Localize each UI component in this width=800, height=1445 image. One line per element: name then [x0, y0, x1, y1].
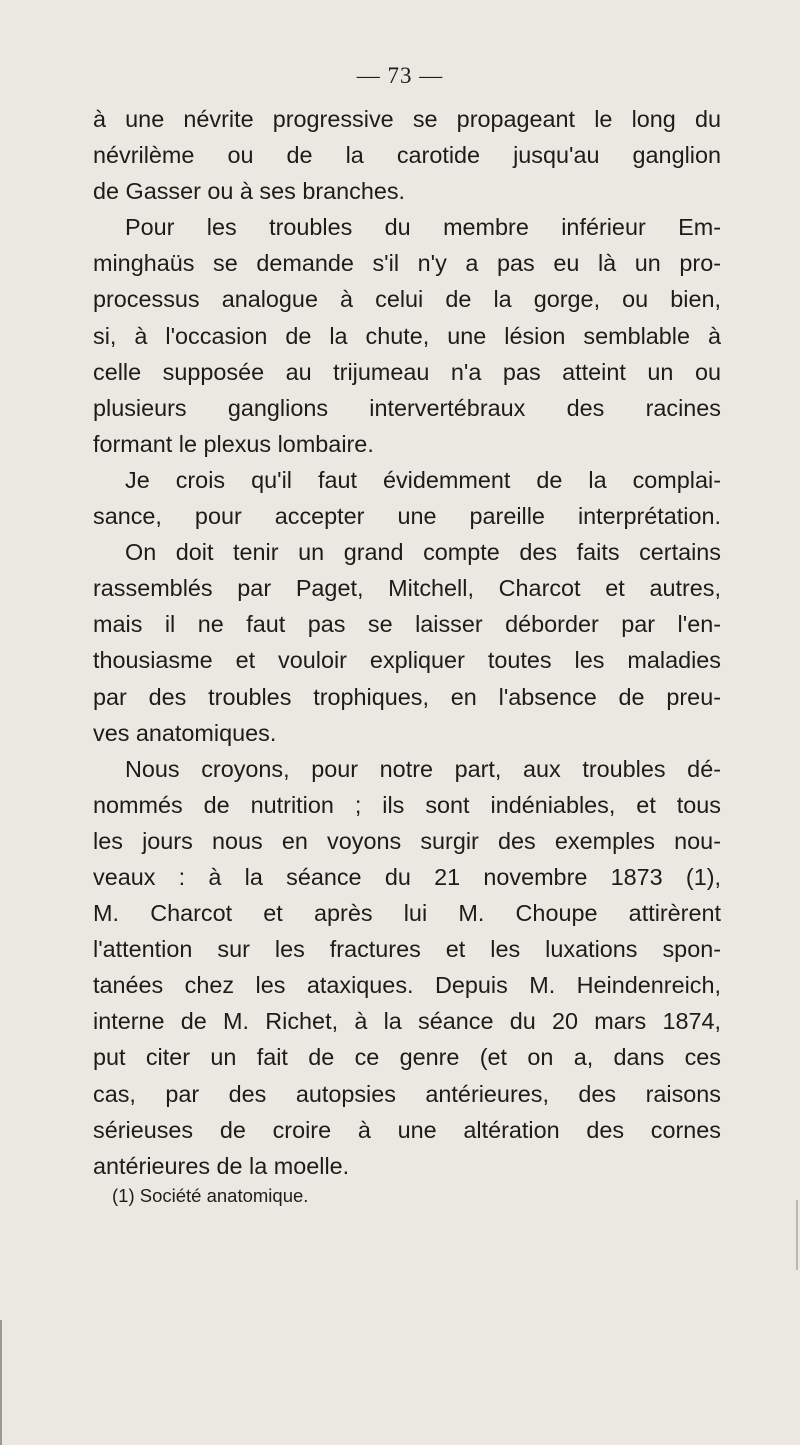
- text-line: sérieuses de croire à une altération des cornes: [93, 1116, 721, 1143]
- scan-edge-mark: [0, 1320, 2, 1445]
- text-line: minghaüs se demande s'il n'y a pas eu là un pro-: [93, 250, 721, 277]
- text-line: put citer un fait de ce genre (et on a, dans ces: [93, 1044, 721, 1071]
- text-line: processus analogue à celui de la gorge, ou bien,: [93, 286, 721, 313]
- text-line: de Gasser ou à ses branches.: [93, 178, 406, 205]
- text-line: rassemblés par Paget, Mitchell, Charcot et autres,: [93, 575, 721, 602]
- text-line: Pour les troubles du membre inférieur Em-: [125, 214, 721, 241]
- text-line: sance, pour accepter une pareille interprétation.: [93, 503, 721, 530]
- text-line: névrilème ou de la carotide jusqu'au ganglion: [93, 142, 721, 169]
- text-line: veaux : à la séance du 21 novembre 1873 (1),: [93, 863, 721, 890]
- text-line: nommés de nutrition ; ils sont indéniables, et tous: [93, 791, 721, 818]
- scan-edge-mark: [796, 1200, 798, 1270]
- body-text: [93, 101, 721, 1184]
- text-line: thousiasme et vouloir expliquer toutes les maladies: [93, 647, 721, 674]
- text-line: cas, par des autopsies antérieures, des raisons: [93, 1080, 721, 1107]
- text-line: mais il ne faut pas se laisser déborder par l'en-: [93, 611, 721, 638]
- text-line: ves anatomiques.: [93, 719, 277, 746]
- text-line: tanées chez les ataxiques. Depuis M. Heindenreich,: [93, 972, 721, 999]
- text-line: plusieurs ganglions intervertébraux des racines: [93, 394, 721, 421]
- text-line: Nous croyons, pour notre part, aux troubles dé-: [125, 755, 721, 782]
- text-line: formant le plexus lombaire.: [93, 430, 374, 457]
- footnote: (1) Société anatomique.: [112, 1185, 309, 1206]
- text-line: les jours nous en voyons surgir des exemples nou-: [93, 827, 721, 854]
- text-line: Je crois qu'il faut évidemment de la complai-: [125, 466, 721, 493]
- text-line: si, à l'occasion de la chute, une lésion semblable à: [93, 322, 721, 349]
- text-line: par des troubles trophiques, en l'absence de preu-: [93, 683, 721, 710]
- text-line: celle supposée au trijumeau n'a pas atteint un ou: [93, 358, 721, 385]
- page-number: — 73 —: [356, 63, 444, 88]
- text-line: On doit tenir un grand compte des faits certains: [125, 539, 721, 566]
- text-line: l'attention sur les fractures et les luxations spon-: [93, 936, 721, 963]
- text-line: à une névrite progressive se propageant le long du: [93, 106, 721, 132]
- text-line: M. Charcot et après lui M. Choupe attirèrent: [93, 900, 721, 927]
- text-line: interne de M. Richet, à la séance du 20 mars 1874,: [93, 1008, 721, 1035]
- text-line: antérieures de la moelle.: [93, 1152, 350, 1179]
